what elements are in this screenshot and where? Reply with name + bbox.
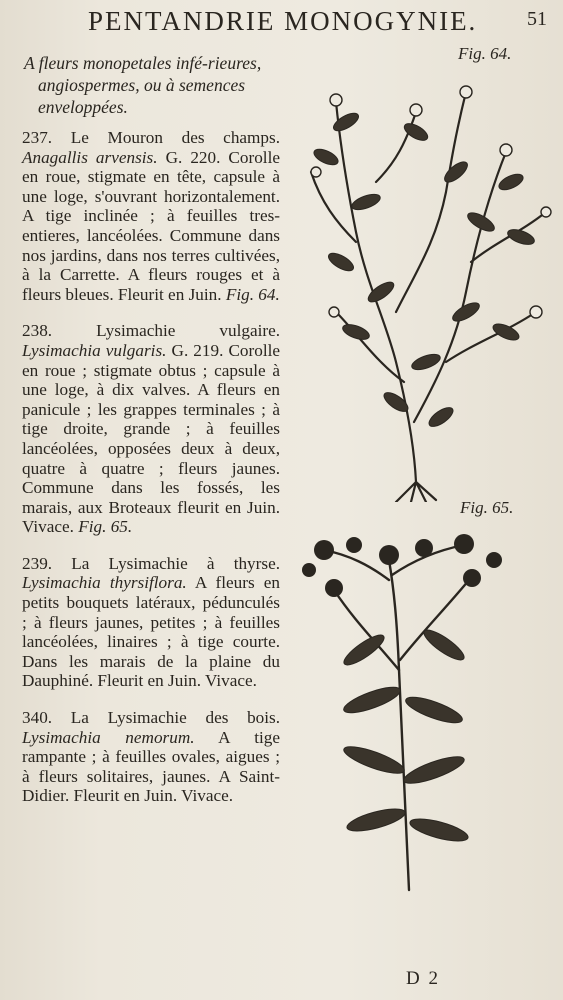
entry-number: 238.: [22, 321, 53, 341]
entry-description: A tige rampante ; à feuilles ovales, aigues ; à fleurs solitaires, jaunes. A Saint-Didier. Fleurit en Juin. Vivace.: [22, 727, 280, 806]
section-intro: A fleurs monopetales infé-rieures, angiospermes, ou à semences enveloppées.: [24, 53, 262, 117]
running-header: [88, 6, 551, 40]
entry-description: A fleurs en petits bouquets latéraux, pédunculés ; à fleurs jaunes, petites ; à feuilles lancéolées, linaires ; à tige courte. Dans les marais de la plaine du Dauphiné. Fleurit en Juin. Vivace.: [22, 573, 280, 691]
page-number: 51: [527, 8, 547, 30]
entry-common-name: Le Mouron des champs.: [70, 128, 280, 147]
fig-65-label: Fig. 65.: [460, 498, 514, 517]
entry-common-name: La Lysimachie à thyrse.: [71, 553, 280, 573]
entry-common-name: Lysimachie vulgaire.: [96, 321, 281, 341]
entry-237: [22, 128, 280, 304]
fig-64-label: Fig. 64.: [458, 44, 512, 63]
text-column: [18, 52, 280, 823]
entry-number: 237.: [22, 128, 53, 147]
plant-woodcut-anagallis: [296, 62, 558, 502]
plant-woodcut-lysimachia: [294, 520, 524, 900]
entry-number: 239.: [22, 553, 53, 573]
entry-description: G. 219. Corolle en roue ; stigmate obtus ; capsule à une loge, à dix valves. A fleurs en panicule ; les grappes terminales ; à tige droite, grande ; à feuilles lancéolées, opposées deux à deux, quatre à quatre ; fleurs jaunes. Commune dans les fossés, les marais, aux Broteaux fleurit en Juin. Vivace.: [22, 340, 281, 537]
entry-latin-name: Lysimachia thyrsiflora.: [22, 573, 187, 593]
entry-340: [22, 708, 280, 806]
entry-latin-name: Lysimachia nemorum.: [22, 727, 195, 747]
signature-mark: D 2: [406, 968, 440, 989]
entry-common-name: La Lysimachie des bois.: [70, 708, 281, 728]
entry-239: [22, 554, 280, 691]
entry-latin-name: Anagallis arvensis.: [22, 147, 158, 167]
entry-fig-ref: Fig. 65.: [78, 517, 133, 537]
entry-fig-ref: Fig. 64.: [225, 284, 280, 304]
entry-latin-name: Lysimachia vulgaris.: [22, 340, 167, 360]
entry-238: [22, 321, 280, 537]
entry-number: 340.: [22, 708, 53, 728]
page-title: PENTANDRIE MONOGYNIE.: [88, 6, 478, 36]
entry-description: G. 220. Corolle en roue, stigmate en tête, capsule à une loge, s'ouvrant horizontalement. A tige inclinée ; à feuilles tres-entieres, lancéolées. Commune dans nos jardins, dans nos terres cultivées, à la Carrette. A fleurs rouges et à fleurs bleues. Fleurit en Juin.: [22, 147, 280, 304]
